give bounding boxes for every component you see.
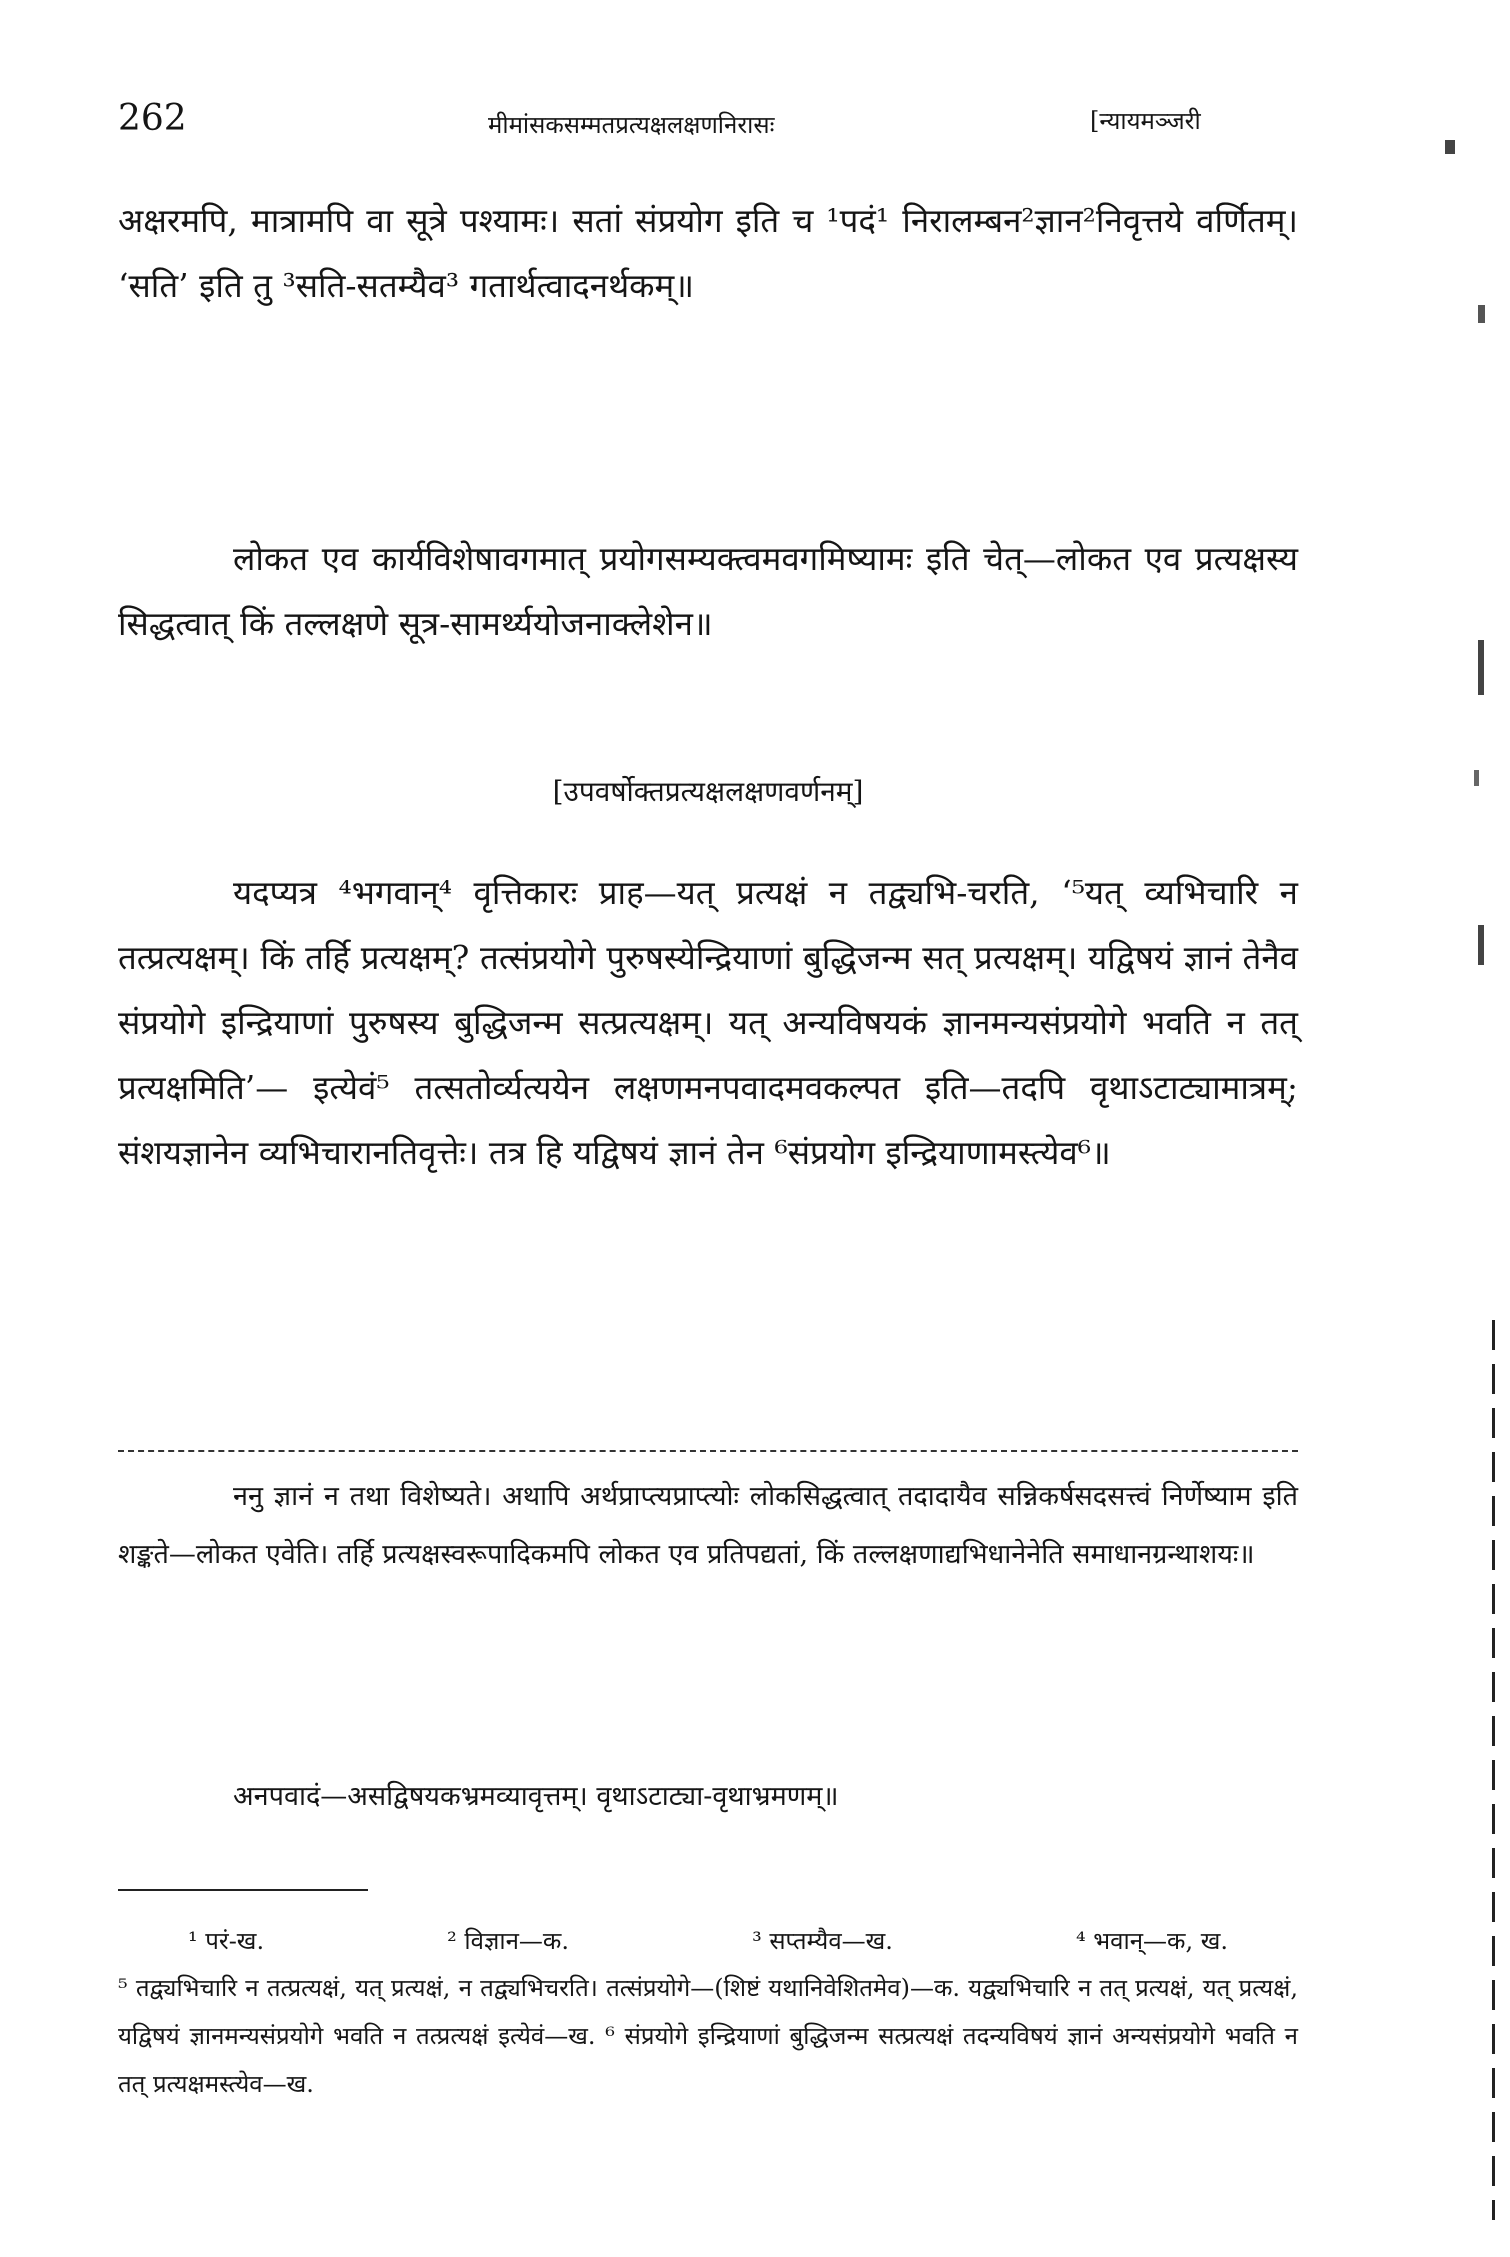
commentary-1-text: ननु ज्ञानं न तथा विशेष्यते। अथापि अर्थप्राप्त्यप्राप्त्योः लोकसिद्धत्वात् तदादायैव सन्निकर्षसदसत्त्वं निर्णेष्याम इति शङ्कते—लोकत एवेति। तर्हि प्रत्यक्षस्वरूपादिकमपि लोकत एव प्रतिपद्यतां, किं तल्लक्षणाद्यभिधानेनेति समाधानग्रन्थाशयः॥ bbox=[118, 1481, 1298, 1570]
commentary-2-text: अनपवादं—असद्विषयकभ्रमव्यावृत्तम्। वृथाऽटाट्या-वृथाभ्रमणम्॥ bbox=[233, 1781, 839, 1812]
scan-mark bbox=[1478, 925, 1484, 965]
book-page bbox=[118, 98, 1298, 2098]
scan-mark bbox=[1478, 305, 1485, 323]
scan-mark bbox=[1478, 640, 1484, 695]
footnote-1: ¹ परं-ख. bbox=[188, 1927, 265, 1955]
footnote-5-6: ⁵ तद्व्यभिचारि न तत्प्रत्यक्षं, यत् प्रत्यक्षं, न तद्व्यभिचरति। तत्संप्रयोगे—(शिष्टं यथानिवेशितमेव)—क. यद्व्यभिचारि न तत् प्रत्यक्षं, यत् प्रत्यक्षं, यद्विषयं ज्ञानमन्यसंप्रयोगे भवति न तत्प्रत्यक्षं इत्येवं—ख. ⁶ संप्रयोगे इन्द्रियाणां बुद्धिजन्म सत्प्रत्यक्षं तदन्यविषयं ज्ञानं अन्यसंप्रयोगे भवति न तत् प्रत्यक्षमस्त्येव—ख. bbox=[118, 1974, 1298, 2098]
footnote-4: ⁴ भवान्—क, ख. bbox=[1076, 1927, 1228, 1955]
footnote-rule bbox=[118, 1889, 368, 1891]
footnotes-row bbox=[118, 1918, 1298, 1964]
paragraph-2 bbox=[118, 526, 1298, 656]
scan-edge-line bbox=[1492, 1320, 1495, 2220]
scan-mark bbox=[1445, 140, 1455, 154]
page-number: 262 bbox=[118, 98, 187, 139]
paragraph-2-text: लोकत एव कार्यविशेषावगमात् प्रयोगसम्यक्त्वमवगमिष्यामः इति चेत्—लोकत एव प्रत्यक्षस्य सिद्धत्वात् किं तल्लक्षणे सूत्र-सामर्थ्ययोजनाक्लेशेन॥ bbox=[118, 539, 1298, 643]
scan-mark bbox=[1474, 770, 1479, 786]
page-header bbox=[118, 98, 1298, 158]
commentary-2 bbox=[118, 1768, 1298, 1826]
section-heading: [उपवर्षोक्तप्रत्यक्षलक्षणवर्णनम्] bbox=[552, 775, 864, 808]
paragraph-3 bbox=[118, 860, 1298, 1185]
footnote-2: ² विज्ञान—क. bbox=[447, 1927, 569, 1955]
paragraph-1: अक्षरमपि, मात्रामपि वा सूत्रे पश्यामः। सतां संप्रयोग इति च ¹पदं¹ निरालम्बन²ज्ञान²निवृत्तये वर्णितम्। ‘सति’ इति तु ³सति-सतम्यैव³ गतार्थत्वादनर्थकम्॥ bbox=[118, 201, 1298, 305]
footnote-3: ³ सप्तम्यैव—ख. bbox=[752, 1927, 893, 1955]
commentary-1 bbox=[118, 1468, 1298, 1584]
book-title: [न्यायमञ्जरी bbox=[1090, 107, 1201, 135]
paragraph-3-text: यदप्यत्र ⁴भगवान्⁴ वृत्तिकारः प्राह—यत् प्रत्यक्षं न तद्व्यभि-चरति, ‘⁵यत् व्यभिचारि न तत्प्रत्यक्षम्। किं तर्हि प्रत्यक्षम्? तत्संप्रयोगे पुरुषस्येन्द्रियाणां बुद्धिजन्म सत् प्रत्यक्षम्। यद्विषयं ज्ञानं तेनैव संप्रयोगे इन्द्रियाणां पुरुषस्य बुद्धिजन्म सत्प्रत्यक्षम्। यत् अन्यविषयकं ज्ञानमन्यसंप्रयोगे भवति न तत् प्रत्यक्षमिति’— इत्येवं⁵ तत्सतोर्व्यत्ययेन लक्षणमनपवादमवकल्पत इति—तदपि वृथाऽटाट्यामात्रम्; संशयज्ञानेन व्यभिचारानतिवृत्तेः। तत्र हि यद्विषयं ज्ञानं तेन ⁶संप्रयोग इन्द्रियाणामस्त्येव⁶॥ bbox=[118, 873, 1298, 1172]
running-title: मीमांसकसम्मतप्रत्यक्षलक्षणनिरासः bbox=[488, 111, 775, 139]
commentary-divider bbox=[118, 1450, 1298, 1452]
